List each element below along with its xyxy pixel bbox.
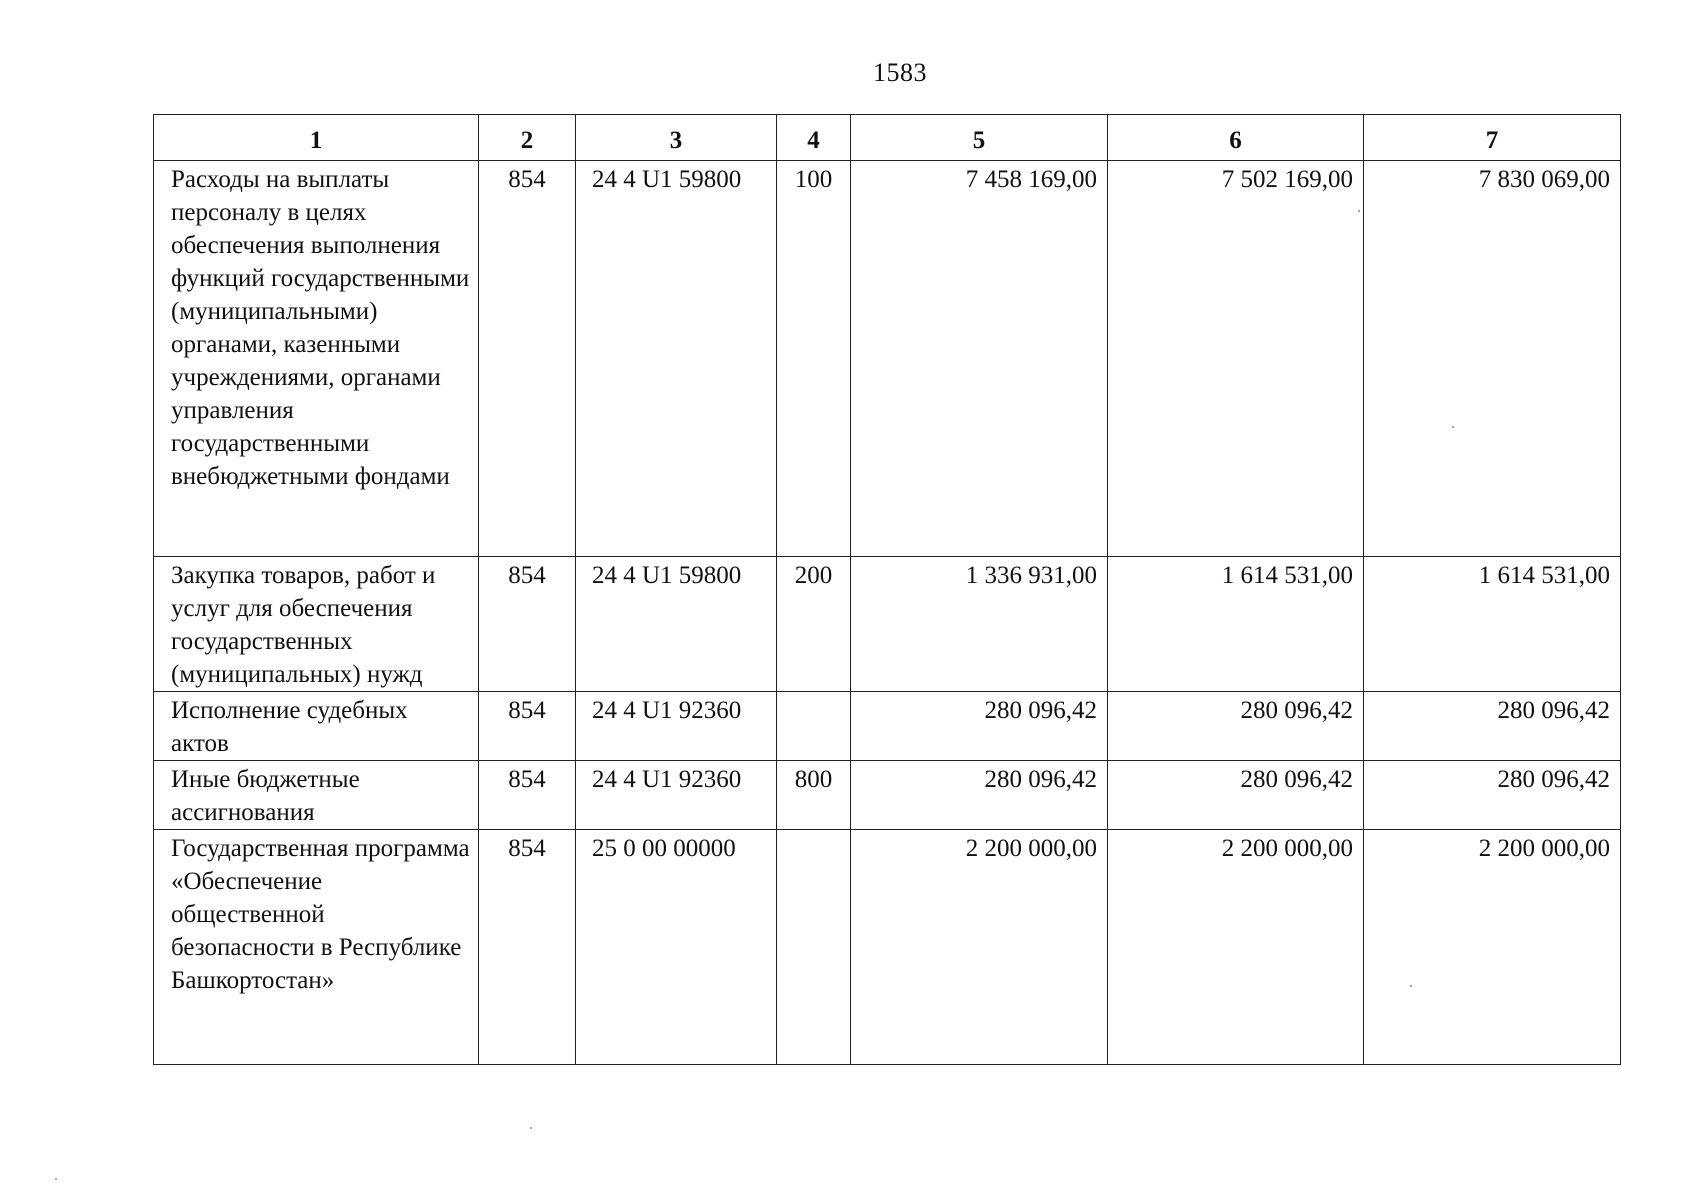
row-cell-col6: 7 502 169,00	[1108, 161, 1364, 557]
scan-speck	[1410, 985, 1412, 987]
row-cell-col5: 280 096,42	[851, 692, 1108, 761]
row-cell-col2: 854	[479, 692, 576, 761]
row-cell-col2: 854	[479, 830, 576, 1065]
row-cell-col7: 280 096,42	[1364, 692, 1621, 761]
row-cell-col4	[777, 830, 851, 1065]
row-cell-col3: 24 4 U1 59800	[576, 161, 777, 557]
row-cell-col7: 2 200 000,00	[1364, 830, 1621, 1065]
row-cell-col4: 800	[777, 761, 851, 830]
row-cell-col3: 24 4 U1 92360	[576, 761, 777, 830]
table-row	[154, 692, 1621, 761]
row-cell-col3: 24 4 U1 92360	[576, 692, 777, 761]
table-row	[154, 830, 1621, 1065]
row-cell-col5: 280 096,42	[851, 761, 1108, 830]
header-cell-6: 6	[1108, 115, 1364, 161]
row-cell-col7: 1 614 531,00	[1364, 557, 1621, 692]
table-row	[154, 557, 1621, 692]
row-name-cell: Иные бюджетные ассигнования	[154, 761, 479, 830]
row-cell-col4: 100	[777, 161, 851, 557]
row-cell-col2: 854	[479, 761, 576, 830]
row-name-cell: Исполнение судебных актов	[154, 692, 479, 761]
row-cell-col6: 2 200 000,00	[1108, 830, 1364, 1065]
scan-speck	[1358, 210, 1360, 212]
row-cell-col3: 24 4 U1 59800	[576, 557, 777, 692]
header-row	[154, 115, 1621, 161]
header-cell-3: 3	[576, 115, 777, 161]
budget-table	[153, 114, 1621, 1065]
row-name-cell: Государственная программа «Обеспечение общественной безопасности в Республике Башкортостан»	[154, 830, 479, 1065]
row-cell-col7: 280 096,42	[1364, 761, 1621, 830]
row-name-cell: Расходы на выплаты персоналу в целях обеспечения выполнения функций государственными (муниципальными) органами, казенными учреждениями, органами управления государственными внебюджетными фондами	[154, 161, 479, 557]
header-cell-2: 2	[479, 115, 576, 161]
scan-speck	[1452, 426, 1454, 428]
row-cell-col6: 280 096,42	[1108, 692, 1364, 761]
header-cell-4: 4	[777, 115, 851, 161]
row-cell-col2: 854	[479, 557, 576, 692]
row-cell-col4	[777, 692, 851, 761]
row-cell-col5: 2 200 000,00	[851, 830, 1108, 1065]
scan-speck	[55, 1178, 57, 1180]
row-cell-col3: 25 0 00 00000	[576, 830, 777, 1065]
row-cell-col5: 1 336 931,00	[851, 557, 1108, 692]
row-cell-col5: 7 458 169,00	[851, 161, 1108, 557]
scan-speck	[530, 1127, 532, 1129]
row-name-cell: Закупка товаров, работ и услуг для обеспечения государственных (муниципальных) нужд	[154, 557, 479, 692]
table-row	[154, 761, 1621, 830]
row-cell-col6: 1 614 531,00	[1108, 557, 1364, 692]
header-cell-5: 5	[851, 115, 1108, 161]
row-cell-col6: 280 096,42	[1108, 761, 1364, 830]
page-number: 1583	[873, 58, 927, 87]
row-cell-col7: 7 830 069,00	[1364, 161, 1621, 557]
table-row	[154, 161, 1621, 557]
header-cell-1: 1	[154, 115, 479, 161]
row-cell-col4: 200	[777, 557, 851, 692]
row-cell-col2: 854	[479, 161, 576, 557]
header-cell-7: 7	[1364, 115, 1621, 161]
